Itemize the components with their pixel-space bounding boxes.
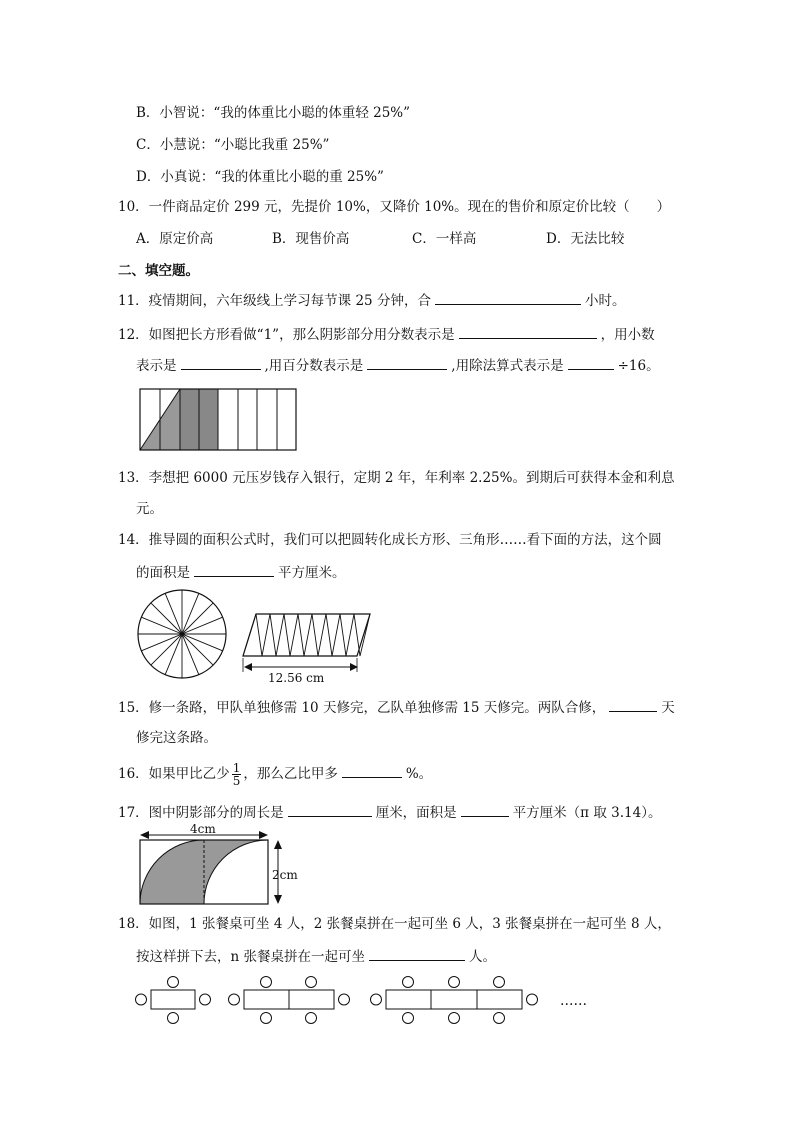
q13-line2: 元。 (136, 501, 163, 517)
q17-text-c: 平方厘米（π 取 3.14）。 (512, 805, 662, 821)
q18-line2-a: 按这样拼下去，n 张餐桌拼在一起可坐 (136, 949, 365, 965)
q9-option-c: C．小慧说：“小聪比我重 25%” (136, 137, 330, 153)
q14-line2-a: 的面积是 (136, 565, 190, 581)
q14-text: 14．推导圆的面积公式时，我们可以把圆转化成长方形、三角形……看下面的方法，这个圆 (118, 532, 662, 548)
q12-line2-c: ,用除法算式表示是 (451, 358, 564, 374)
q10-option-c: C．一样高 (412, 231, 477, 247)
q15-line2: 修完这条路。 (136, 730, 217, 746)
q12-text-b: ，用小数 (600, 327, 655, 343)
q18-two-tables (229, 977, 350, 1024)
q16-fraction-den: 5 (232, 774, 241, 788)
q11-unit: 小时。 (584, 293, 626, 309)
q10-option-a: A．原定价高 (136, 231, 214, 247)
q16-text-c: %。 (405, 766, 433, 782)
q9-option-d: D．小真说：“我的体重比小聪的重 25%” (136, 169, 384, 185)
q10-text: 10．一件商品定价 299 元，先提价 10%，又降价 10%。现在的售价和原定价比较（ ） (118, 199, 671, 215)
q15-text: 15．修一条路，甲队单独修需 10 天修完，乙队单独修需 15 天修完。两队合修， (118, 700, 606, 716)
q16-text-a: 16．如果甲比乙少 (118, 766, 230, 782)
q17-width-label: 4cm (190, 822, 216, 836)
q11-text: 11．疫情期间，六年级线上学习每节课 25 分钟，合 (118, 293, 431, 309)
q9-option-b: B．小智说：“我的体重比小聪的体重轻 25%” (136, 105, 411, 121)
q18-ellipsis: …… (560, 993, 587, 1009)
q17-text-a: 17．图中阴影部分的周长是 (118, 805, 284, 821)
q17-height-label: 2cm (272, 868, 298, 882)
q18-line2-b: 人。 (469, 949, 496, 965)
section-title: 二、填空题。 (118, 263, 199, 279)
q10-option-d: D．无法比较 (546, 231, 625, 247)
q18-three-tables (371, 977, 538, 1024)
q15-text-b: 天 (661, 700, 675, 716)
q13-text: 13．李想把 6000 元压岁钱存入银行，定期 2 年，年利率 2.25%。到期后可获得本金和利息 (118, 470, 675, 486)
q18-text: 18．如图，1 张餐桌可坐 4 人，2 张餐桌拼在一起可坐 6 人，3 张餐桌拼在一起可坐 8 人， (118, 916, 671, 932)
q16-text-b: ，那么乙比甲多 (243, 766, 338, 782)
q10-option-b: B．现售价高 (272, 231, 350, 247)
q16-fraction-num: 1 (232, 761, 241, 775)
q12-line2-b: ,用百分数表示是 (264, 358, 364, 374)
q17-text-b: 厘米，面积是 (375, 805, 457, 821)
q12-line2-a: 表示是 (136, 358, 177, 374)
q18-one-table (136, 977, 211, 1024)
q12-text: 12．如图把长方形看做“1”，那么阴影部分用分数表示是 (118, 327, 455, 343)
q12-line2-d: ÷16。 (617, 358, 660, 374)
q14-line2-b: 平方厘米。 (278, 565, 346, 581)
q14-dimension-label: 12.56 cm (268, 671, 325, 685)
